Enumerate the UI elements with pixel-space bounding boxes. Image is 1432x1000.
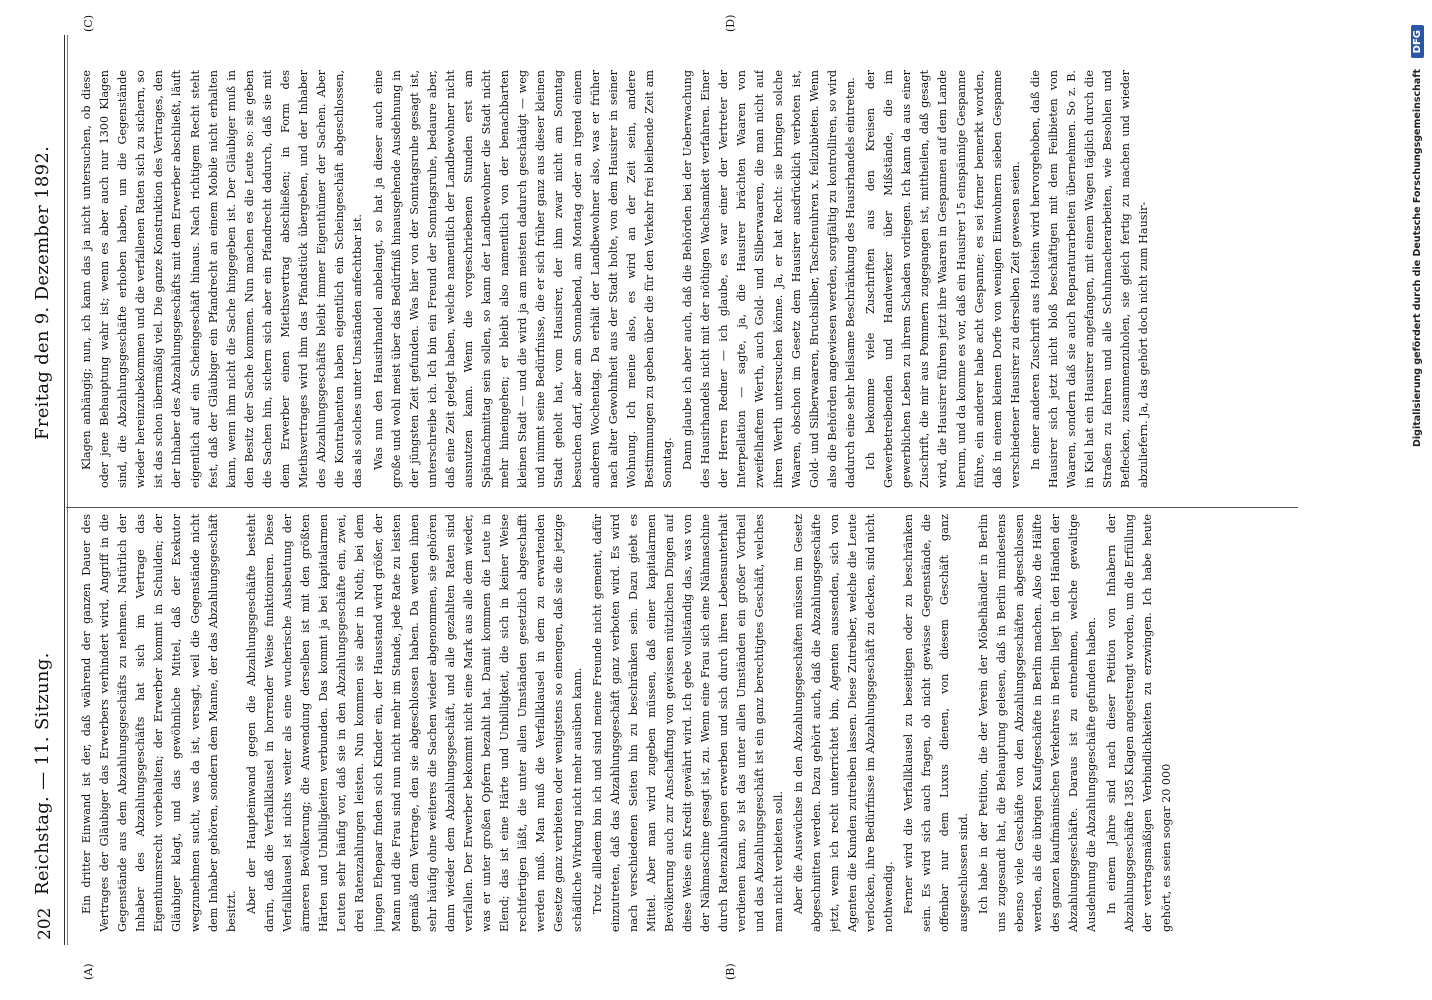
paragraph: Ein dritter Einwand ist der, daß während der ganzen Dauer des Vertrages der Gläubiger das Erwerbers verhindert wird, Angriff in die Gegenstände aus dem Abzahlungsgeschäfts zu nehmen. Natürlich der Inhaber des Abzahlungsgeschäfts hat sich im Vertrage das Eigenthumsrecht vorbehalten; der Erwerber kommt in Schulden; der Gläubiger klagt, und das gewöhnliche Mittel, daß der Exekutor wegzunehmen sucht, was da ist, versagt, weil die Gegenstände nicht dem Inhaber gehören, sondern dem Manne, der das Abzahlungsgeschäft besitzt. — [80, 514, 238, 932]
paragraph: Trotz allledem bin ich und sind meine Freunde nicht gemeint, dafür einzutreten, daß das Abzahlungsgeschäft ganz verboten wird. Es wird nach verschiedenen Seiten hin zu beschränken sein. Dazu giebt es Mittel. Aber man wird zugeben müssen, daß einer kapitalarmen Bevölkerung auch zur Anschaffung von gewissen nützlichen Dingen auf diese Weise ein Kredit gewährt wird. Ich gebe vollständig das, was von der Nähmaschine gesagt ist, zu. Wenn eine Frau sich eine Nähmaschine durch Ratenzahlungen erwerben und sich durch ihren Lebensunterhalt verdienen kann, so ist das unter allen Umständen ein großer Vortheil und das Abzahlungsgeschäft ist ein ganz berechtigtes Geschäft, welches man nicht verbieten soll. — [590, 514, 785, 932]
running-head-left: Reichstag. — 11. Sitzung. — [32, 652, 53, 895]
paragraph: Was nun den Hausirhandel anbelangt, so hat ja dieser auch eine große und wohl meist über das Bedürfniß hinausgehende Ausdehnung in der jüngsten Zeit gefunden. Was hier von der Sonntagsruhe gesagt ist, unterschreibe ich. Ich bin ein Freund der Sonntagsruhe, bedaure aber, daß eine Zeit gelegt haben, welche namentlich der Landbewohner nicht ausnutzen kann. Wenn die vorgeschriebenen Stunden erst am Spätnachmittag sein sollen, so kann der Landbewohner die Stadt nicht mehr hineingehen; er bleibt also namentlich von der benachbarten kleinen Stadt — und die wird ja am meisten dadurch geschädigt — weg und nimmt seine Bedürfnisse, die er sich früher ganz aus dieser kleinen Stadt geholt hat, vom Hausirer, der ihm zwar nicht am Sonntag besuchen darf, aber am Sonnabend, am Montag oder an irgend einem anderen Wochentag. Da erhält der Landbewohner also, was er früher nach alter Gewohnheit aus der Stadt holte, von dem Hausirer in seiner Wohnung. Ich meine also, es wird an der Zeit sein, andere Bestimmungen zu geben über die für den Verkehr frei bleibende Zeit am Sonntag. — [371, 70, 674, 488]
text-column-right — [78, 70, 1293, 488]
column-divider — [66, 507, 1298, 508]
paragraph: Klagen anhängig; nun, ich kann das ja nicht untersuchen, ob diese oder jene Behauptung wahr ist; wenn es aber auch nur 1300 Klagen sind, die Abzahlungsgeschäfte erhoben haben, um die Gegenstände wieder hereinzubekommen und die verfallenen Raten sich zu sichern, so ist das schon übermäßig viel. Die ganze Konstruktion des Vertrages, den der Inhaber des Abzahlungsgeschäfts mit dem Erwerber abschließt, läuft eigentlich auf ein Scheingeschäft hinaus. Nach richtigem Recht steht fest, daß der Gläubiger ein Pfandrecht an einem Mobile nicht erhalten kann, wenn ihm nicht die Sache hingegeben ist. Der Gläubiger muß in den Besitz der Sache kommen. Nun machen es die Leute so: sie geben die Sachen hin, sichern sich aber ein Pfandrecht dadurch, daß sie mit dem Erwerber einen Miethsvertrag abschließen; in Form des Miethsvertrages wird ihm das Pfandstück übergeben, und der Inhaber des Abzahlungsgeschäfts bleibt immer Eigenthümer der Sachen. Aber die Kontrahenten haben eigentlich ein Scheingeschäft abgeschlossen, das als solches unter Umständen anfechtbar ist. — [80, 70, 365, 488]
dfg-logo: DFG — [1411, 25, 1424, 58]
page-number: 202 — [35, 907, 55, 940]
paragraph: Ferner wird die Verfallklausel zu beseitigen oder zu beschränken sein. Es wird sich auch fragen, ob nicht gewisse Gegenstände, die offenbar nur dem Luxus dienen, von diesem Geschäft ganz ausgeschlossen sind. — [902, 514, 970, 932]
margin-marker-b: (B) — [724, 963, 737, 980]
paragraph: In einem Jahre sind nach dieser Petition von Inhabern der Abzahlungsgeschäfte 1385 Klagen angestrengt worden, um die Erfüllung der vertragsmäßigen Verbindlichkeiten zu erzwingen. Ich habe heute gehört, es seien sogar 20 000 — [1105, 514, 1173, 932]
digitization-note: Digitalisierung gefördert durch die Deutsche Forschungsgemeinschaft — [1412, 69, 1423, 447]
header-rule — [64, 35, 65, 945]
margin-marker-d: (D) — [724, 14, 737, 32]
text-column-left — [78, 514, 1293, 932]
margin-marker-c: (C) — [82, 15, 95, 32]
paragraph: Ich habe in der Petition, die der Verein der Möbelhändler in Berlin uns zugesandt hat, die Behauptung gelesen, daß in Berlin mindestens ebenso viele Geschäfte von den Abzahlungsgeschäften abgeschlossen werden, als die übrigen Kaufgeschäfte in Berlin machen. Also die Hälfte des ganzen kaufmännischen Verkehres in Berlin liegt in den Händen der Abzahlungsgeschäfte. Daraus ist zu entnehmen, welche gewaltige Ausdehnung die Abzahlungsgeschäfte gefunden haben. — [976, 514, 1099, 932]
page-header — [0, 0, 80, 1000]
paragraph: Aber der Haupteinwand gegen die Abzahlungsgeschäfte besteht darin, daß die Verfallklausel in horrender Weise funktioniren. Diese Verfallklausel ist nichts weiter als eine wucherische Ausbeutung der ärmeren Bevölkerung; die Anwendung derselben ist mit den größten Härten und Unbilligkeiten verbunden. Das kommt ja bei kapitalarmen Leuten sehr häufig vor, daß sie in den Abzahlungsgeschäfte ein, zwei, drei Ratenzahlungen leisten. Nun kommen sie aber in Noth; bei dem jungen Ehepaar finden sich Kinder ein, der Hausstand wird größer, der Mann und die Frau sind nun nicht mehr im Stande, jede Rate zu leisten gemäß dem Vertrage, den sie abgeschlossen haben. Da werden ihnen sehr häufig ohne weiteres die Sachen wieder abgenommen, sie gehören dann wieder dem Abzahlungsgeschäft, und alle gezahlten Raten sind verfallen. Der Erwerber bekommt nicht eine Mark aus alle dem wieder, was er unter großen Opfern bezahlt hat. Damit kommen die Leute in Elend; das ist eine Härte und Unbilligkeit, die sich in keiner Weise rechtfertigen läßt, die unter allen Umständen gesetzlich abgeschafft werden muß. Man muß die Verfallklausel in dem zu erwartenden Gesetze ganz verbieten oder wenigstens so einengen, daß sie die jetzige schädliche Wirkung nicht mehr ausüben kann. — [244, 514, 584, 932]
paragraph: Ich bekomme viele Zuschriften aus den Kreisen der Gewerbetreibenden und Handwerker über Mißstände, die im gewerblichen Leben zu ihrem Schaden vorliegen. Ich kann da aus einer Zuschrift, die mir aus Pommern zugegangen ist, mittheilen, daß gesagt wird, die Hausirer führen jetzt ihre Waaren in Gespannen auf dem Lande herum, und da komme es vor, daß ein Hausirer 15 einspännige Gespanne führe, ein anderer habe acht Gespanne; es sei ferner bemerkt worden, daß in einem kleinen Dorfe von wenigen Einwohnern sieben Gespanne verschiedener Hausirer zu derselben Zeit gewesen seien. — [864, 70, 1022, 488]
running-head-right: Freitag den 9. Dezember 1892. — [32, 145, 53, 440]
paragraph: Dann glaube ich aber auch, daß die Behörden bei der Ueberwachung des Hausirhandels nicht mit der nöthigen Wachsamkeit verfahren. Einer der Herren Redner — ich glaube, es war einer der Vertreter der Interpellation — sagte, ja, die Hausirer brächten Waaren von zweifelhaftem Werth, auch Gold- und Silberwaaren, die man nicht auf ihren Werth untersuchen könne. Ja, er hat Recht: sie bringen solche Waaren, obschon im Gesetz dem Hausirer ausdrücklich verboten ist, Gold- und Silberwaaren, Bruchsilber, Taschenuhren x. feilzubieten. Wenn also die Behörden angewiesen werden, sorgfältig zu kontrolliren, so wird dadurch eine sehr heilsame Beschränkung des Hausirhandels eintreten. — [681, 70, 857, 488]
digitization-footer — [1412, 25, 1428, 945]
paragraph: In einer anderen Zuschrift aus Holstein wird hervorgehoben, daß die Hausirer sich jetzt nicht bloß beschäftigen mit dem Feilbieten von Waaren, sondern daß sie auch Reparaturarbeiten übernehmen. So z. B. in Kiel hat ein Hausirer angefangen, mit einem Wagen täglich durch die Straßen zu fahren und alle Schuhmacherarbeiten, wie Besohlen und Beflecken, zusammenzuholen, sie gleich fertig zu machen und wieder abzuliefern. Ja, das gehört doch nicht zum Hausir- — [1028, 70, 1151, 488]
margin-marker-a: (A) — [82, 963, 95, 980]
paragraph: Aber die Auswüchse in den Abzahlungsgeschäften müssen im Gesetz abgeschnitten werden. Dazu gehört auch, daß die Abzahlungsgeschäfte jetzt, wenn ich recht unterrichtet bin, Agenten aussenden, sich von Agenten die Kunden zutreiben lassen. Diese Zutreiber, welche die Leute verlocken, ihre Bedürfnisse im Abzahlungsgeschäft zu decken, sind nicht nothwendig. — [791, 514, 896, 932]
header-rule-secondary — [67, 35, 68, 945]
